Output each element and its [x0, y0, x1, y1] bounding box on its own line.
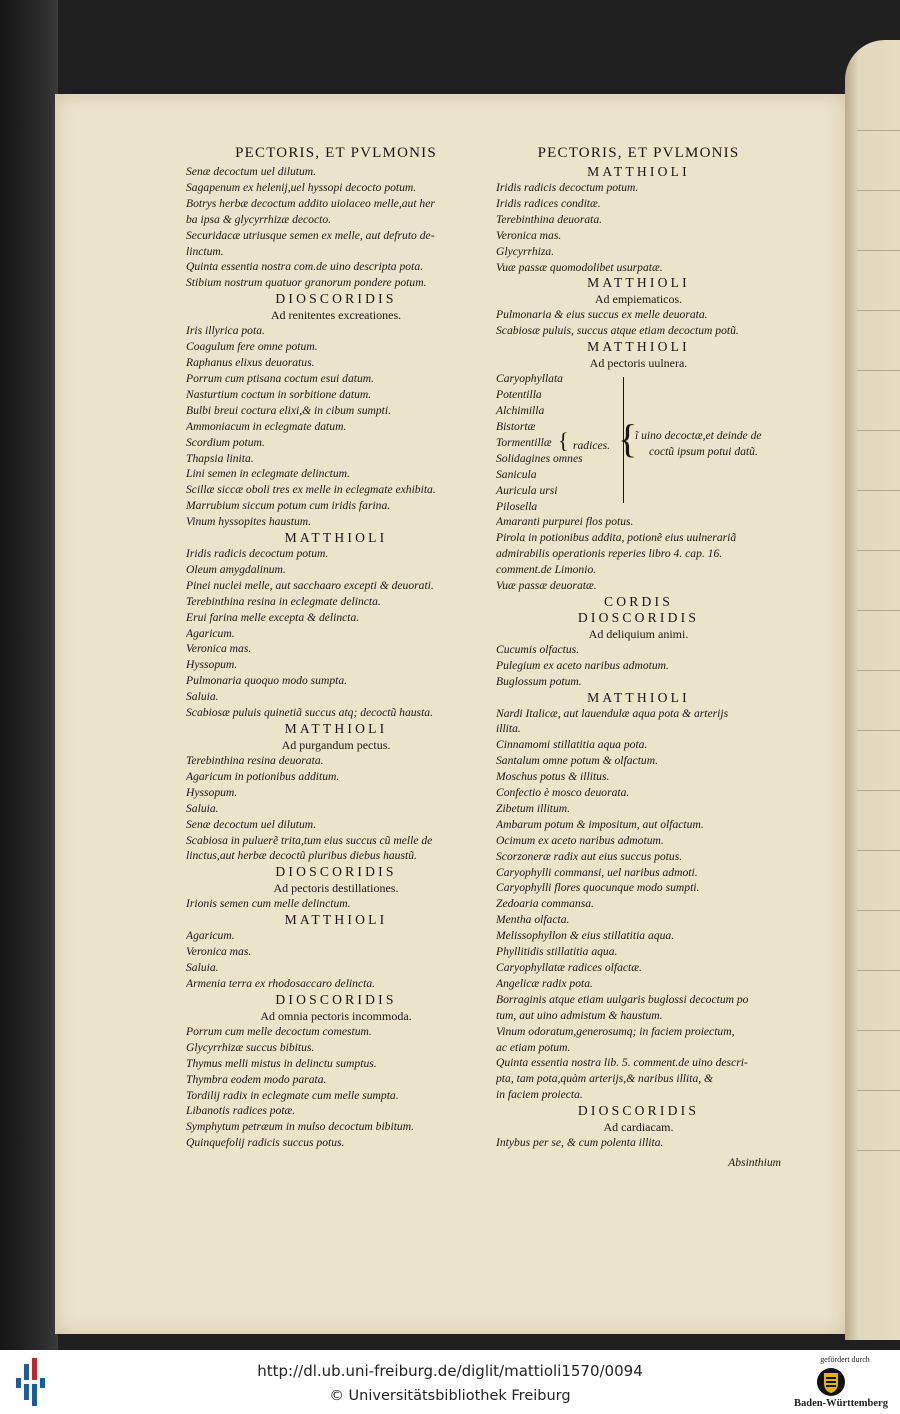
author-heading: DIOSCORIDIS [577, 609, 700, 625]
text-line: Raphanus elixus deuoratus. [186, 356, 315, 370]
small-brace: { [558, 428, 569, 454]
section-heading: Ad pectoris destillationes. [273, 881, 399, 896]
text-line: Pinei nuclei melle, aut sacchaaro excepti & deuorati. [186, 578, 434, 592]
text-line: Sagapenum ex helenij,uel hyssopi decocto potum. [186, 180, 417, 194]
text-line: Quinta essentia nostra com.de uino descripta pota. [186, 260, 424, 274]
text-line: Zibetum illitum. [496, 801, 571, 815]
text-line: Cucumis olfactus. [496, 642, 580, 656]
text-block [496, 180, 781, 275]
text-line: Agaricum. [186, 626, 235, 640]
text-line: Ambarum potum & impositum, aut olfactum. [496, 817, 704, 831]
left-column [186, 146, 486, 1151]
group-note [635, 428, 762, 460]
text-line: Quinquefolij radicis succus potus. [186, 1136, 345, 1150]
text-line: Buglossum potum. [496, 674, 582, 688]
author-heading: MATTHIOLI [587, 164, 690, 179]
text-line: Caryophylli flores quocunque modo sumpti. [496, 881, 700, 895]
section-heading: Ad purgandum pectus. [281, 738, 391, 752]
chapter-heading: CORDIS [603, 593, 674, 609]
text-line: Scabiosæ puluis, succus atque etiam decoctum potũ. [496, 324, 739, 338]
author-heading: MATTHIOLI [284, 912, 388, 928]
text-line: Erui farina melle excepta & delincta. [186, 610, 360, 624]
funder-name: Baden-Württemberg [794, 1398, 888, 1409]
text-line: linctum. [186, 244, 224, 258]
text-line: Thapsia linita. [186, 451, 254, 465]
text-line: Zedoaria commansa. [496, 897, 594, 911]
author-heading: DIOSCORIDIS [577, 1103, 700, 1119]
text-line: tum, aut uino admistum & haustum. [496, 1008, 663, 1022]
text-line: Veronica mas. [496, 228, 562, 242]
text-line: linctus,aut herbæ decoctũ pluribus diebus haustũ. [186, 849, 417, 863]
text-line: pta, tam pota,quàm arterijs,& naribus illita, & [496, 1072, 714, 1086]
text-line: Oleum amygdalinum. [186, 562, 286, 576]
text-line: Iridis radices conditæ. [496, 196, 601, 210]
facing-page-edge [845, 40, 900, 1340]
bracketed-remedy-group [496, 371, 781, 514]
text-line: admirabilis operationis reperies libro 4. cap. 16. [496, 547, 723, 561]
section-heading: Ad deliquium animi. [588, 626, 689, 641]
viewer-footer [0, 1350, 900, 1414]
text-block [186, 753, 486, 864]
text-line: Scorzoneræ radix aut eius succus potus. [496, 849, 683, 863]
text-line: Intybus per se, & cum polenta illita. [496, 1136, 664, 1150]
author-heading: DIOSCORIDIS [275, 991, 397, 1007]
text-line: Melissophyllon & eius stillatitia aqua. [496, 929, 675, 943]
text-line: Vinum hyssopites haustum. [186, 515, 312, 529]
text-line: Senæ decoctum uel dilutum. [186, 165, 317, 178]
author-heading: MATTHIOLI [587, 689, 690, 705]
text-line: Phyllitidis stillatitia aqua. [496, 945, 618, 959]
catchword: Absinthium [728, 1156, 781, 1170]
text-line: Amaranti purpurei flos potus. [496, 515, 634, 529]
text-line: Pulegium ex aceto naribus admotum. [496, 658, 669, 672]
author-heading: DIOSCORIDIS [275, 864, 397, 880]
text-line: Ammoniacum in eclegmate datum. [186, 419, 347, 433]
text-line: Lini semen in eclegmate delinctum. [186, 467, 350, 481]
author-heading: MATTHIOLI [587, 275, 690, 291]
funder-label: gefördert durch [820, 1355, 870, 1364]
group-item: Bistortæ [496, 420, 536, 434]
group-item: Caryophyllata [496, 372, 563, 386]
text-line: Ocimum ex aceto naribus admotum. [496, 833, 664, 847]
group-item: Potentilla [496, 388, 542, 402]
text-block [496, 1135, 781, 1151]
text-block [496, 514, 781, 594]
text-line: Borraginis atque etiam uulgaris buglossi decoctum po [496, 992, 749, 1006]
section-heading: Ad omnia pectoris incommoda. [260, 1008, 412, 1023]
text-line: Botrys herbæ decoctum addito uiolaceo melle,aut her [186, 196, 435, 210]
permalink-url[interactable]: http://dl.ub.uni-freiburg.de/diglit/mattioli1570/0094 [257, 1362, 643, 1380]
group-item: Alchimilla [496, 404, 545, 418]
text-line: Confectio è mosco deuorata. [496, 786, 630, 800]
text-line: Angelicæ radix pota. [496, 976, 593, 990]
text-block [186, 896, 486, 912]
scan-backdrop [0, 0, 58, 1350]
text-line: Pulmonaria & eius succus ex melle deuorata. [496, 308, 708, 322]
text-block [186, 1024, 486, 1151]
text-line: Pulmonaria quoquo modo sumpta. [186, 674, 348, 688]
text-line: Iris illyrica pota. [186, 324, 265, 338]
text-block [186, 323, 486, 530]
text-line: Nasturtium coctum in sorbitione datum. [186, 387, 372, 401]
text-line: Terebinthina resina in eclegmate delincta. [186, 594, 381, 608]
text-line: Glycyrrhizæ succus bibitus. [186, 1040, 315, 1054]
text-line: Scabiosa in puluerẽ trita,tum eius succus cũ melle de [186, 833, 433, 847]
author-heading: MATTHIOLI [587, 339, 690, 355]
text-line: Bulbi breui coctura elixi,& in cibum sumpti. [186, 403, 392, 417]
author-heading: DIOSCORIDIS [275, 291, 397, 307]
text-block [496, 307, 781, 339]
text-line: Porrum cum melle decoctum comestum. [186, 1024, 372, 1038]
text-line: Santalum omne potum & olfactum. [496, 754, 658, 768]
text-line: Senæ decoctum uel dilutum. [186, 817, 317, 831]
text-block [186, 546, 486, 721]
text-line: comment.de Limonio. [496, 562, 597, 576]
section-heading: Ad renitentes excreationes. [270, 308, 402, 323]
group-note-line: coctũ ipsum potui datũ. [649, 445, 758, 459]
text-line: Saluia. [186, 801, 219, 815]
group-item: Sanicula [496, 468, 537, 482]
text-line: Scabiosæ puluis quinetiã succus atq; decoctũ hausta. [186, 706, 433, 720]
text-line: Terebinthina deuorata. [496, 212, 603, 226]
text-line: Irionis semen cum melle delinctum. [186, 897, 351, 911]
text-line: Armenia terra ex rhodosaccaro delincta. [186, 976, 376, 990]
text-line: Pirola in potionibus addita, potionẽ eius uulnerariã [496, 531, 737, 545]
right-column [496, 146, 781, 1171]
large-brace: { [618, 416, 638, 462]
text-line: Coagulum fere omne potum. [186, 340, 318, 354]
text-line: Saluia. [186, 961, 219, 975]
text-line: Libanotis radices potæ. [186, 1104, 296, 1118]
text-line: Iridis radicis decoctum potum. [186, 547, 329, 561]
group-note-line: ĩ uino decoctæ,et deinde de [635, 429, 762, 443]
text-line: ba ipsa & glycyrrhizæ decocto. [186, 212, 332, 226]
text-line: Vuæ passæ deuoratæ. [496, 578, 597, 592]
running-head-left: PECTORIS, ET PVLMONIS [235, 145, 437, 161]
text-line: Agaricum. [186, 929, 235, 943]
group-item: Solidagines omnes [496, 452, 583, 466]
text-line: Thymbra eodem modo parata. [186, 1072, 327, 1086]
text-line: Hyssopum. [186, 658, 238, 672]
baden-wuerttemberg-seal-icon [816, 1367, 846, 1397]
text-line: Securidacæ utriusque semen ex melle, aut defruto de- [186, 228, 435, 242]
running-head-right: PECTORIS, ET PVLMONIS [537, 145, 740, 161]
text-line: ac etiam potum. [496, 1040, 571, 1054]
text-line: Thymus melli mistus in delinctu sumptus. [186, 1056, 377, 1070]
text-line: Marrubium siccum potum cum iridis farina. [186, 499, 391, 513]
text-line: in faciem proiecta. [496, 1088, 583, 1102]
text-line: Cinnamomi stillatitia aqua pota. [496, 738, 648, 752]
text-line: Scillæ siccæ oboli tres ex melle in eclegmate exhibita. [186, 483, 436, 497]
text-line: Veronica mas. [186, 642, 252, 656]
group-item: Auricula ursi [496, 484, 558, 498]
text-line: Saluia. [186, 690, 219, 704]
text-line: Scordium potum. [186, 435, 265, 449]
text-line: Porrum cum ptisana coctum esui datum. [186, 371, 375, 385]
text-line: Symphytum petræum in mulso decoctum bibitum. [186, 1120, 414, 1134]
text-line: Tordilij radix in eclegmate cum melle sumpta. [186, 1088, 399, 1102]
copyright-notice: © Universitätsbibliothek Freiburg [329, 1388, 571, 1404]
group-item: Tormentillæ [496, 436, 552, 450]
text-line: Hyssopum. [186, 785, 238, 799]
text-line: Caryophyllatæ radices olfactæ. [496, 961, 642, 974]
group-item: Pilosella [496, 500, 538, 514]
text-line: Nardi Italicæ, aut lauendulæ aqua pota & arterijs [496, 706, 729, 720]
text-block [186, 928, 486, 992]
group-radices-label: radices. [573, 439, 611, 453]
author-heading: MATTHIOLI [284, 530, 388, 546]
section-heading: Ad pectoris uulnera. [589, 356, 688, 371]
text-line: Caryophylli commansi, uel naribus admoti. [496, 865, 698, 879]
section-heading: Ad empiematicos. [594, 292, 683, 307]
text-line: Agaricum in potionibus additum. [186, 769, 340, 783]
text-line: illita. [496, 722, 521, 736]
text-line: Moschus potus & illitus. [496, 770, 610, 784]
text-line: Veronica mas. [186, 945, 252, 959]
text-line: Quinta essentia nostra lib. 5. comment.de uino descri- [496, 1056, 748, 1070]
author-heading: MATTHIOLI [284, 721, 388, 736]
text-line: Terebinthina resina deuorata. [186, 754, 324, 767]
text-line: Vinum odoratum,generosumq; in faciem proiectum, [496, 1024, 735, 1038]
text-line: Iridis radicis decoctum potum. [496, 181, 639, 194]
text-block [496, 642, 781, 690]
text-block [496, 706, 781, 1104]
text-line: Stibium nostrum quatuor granorum pondere potum. [186, 276, 427, 290]
text-block [186, 164, 486, 291]
text-line: Vuæ passæ quomodolibet usurpatæ. [496, 260, 663, 274]
text-line: Glycyrrhiza. [496, 244, 555, 258]
section-heading: Ad cardiacam. [603, 1120, 674, 1135]
text-line: Mentha olfacta. [496, 913, 570, 927]
